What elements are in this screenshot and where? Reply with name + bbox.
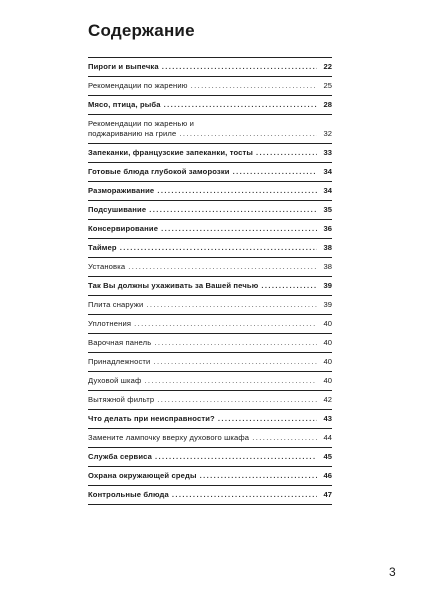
toc-entry-label: Так Вы должны ухаживать за Вашей печью [88, 281, 259, 290]
toc-entry-page: 46 [323, 471, 332, 480]
toc-entry-page: 39 [323, 300, 332, 309]
toc-entry[interactable] [88, 276, 332, 295]
toc-entry-page: 32 [323, 129, 332, 138]
toc-entry-label: Варочная панель [88, 338, 152, 347]
toc-entry-page: 34 [323, 186, 332, 195]
dot-leader [154, 338, 317, 348]
toc-entry-page: 33 [323, 148, 332, 157]
toc-entry-label: Подсушивание [88, 205, 147, 214]
toc-entry[interactable] [88, 314, 332, 333]
toc-entry[interactable] [88, 143, 332, 162]
toc-entry[interactable] [88, 428, 332, 447]
toc-entry-page: 25 [323, 81, 332, 90]
dot-leader [161, 224, 317, 234]
dot-leader [252, 433, 317, 443]
toc-entry-page: 28 [323, 100, 332, 109]
toc-entry-page: 36 [323, 224, 332, 233]
toc-entry[interactable] [88, 295, 332, 314]
toc-entry-page: 40 [323, 338, 332, 347]
toc-entry-label: Консервирование [88, 224, 159, 233]
dot-leader [120, 243, 317, 253]
toc-entry[interactable] [88, 114, 332, 143]
dot-leader [191, 81, 317, 91]
toc-entry[interactable] [88, 219, 332, 238]
toc-entry[interactable] [88, 76, 332, 95]
toc-entry[interactable] [88, 333, 332, 352]
toc-entry[interactable] [88, 181, 332, 200]
toc-entry-page: 40 [323, 319, 332, 328]
toc-entry-page: 42 [323, 395, 332, 404]
toc-entry-label: Охрана окружающей среды [88, 471, 197, 480]
toc-entry-page: 39 [323, 281, 332, 290]
toc-entry-label: Контрольные блюда [88, 490, 169, 499]
table-of-contents [88, 57, 332, 505]
toc-entry-page: 34 [323, 167, 332, 176]
toc-entry-label: поджариванию на гриле [88, 129, 177, 138]
dot-leader [153, 357, 317, 367]
dot-leader [261, 281, 317, 291]
toc-entry-label: Готовые блюда глубокой заморозки [88, 167, 230, 176]
toc-entry[interactable] [88, 95, 332, 114]
toc-entry-page: 43 [323, 414, 332, 423]
toc-entry[interactable] [88, 57, 332, 76]
dot-leader [172, 490, 317, 500]
toc-entry[interactable] [88, 257, 332, 276]
dot-leader [128, 262, 317, 272]
toc-entry-label: Замените лампочку вверху духового шкафа [88, 433, 250, 442]
dot-leader [256, 148, 317, 158]
page-number: 3 [389, 565, 396, 579]
toc-entry[interactable] [88, 352, 332, 371]
toc-entry[interactable] [88, 466, 332, 485]
toc-entry-page: 44 [323, 433, 332, 442]
toc-entry-label: Что делать при неисправности? [88, 414, 215, 423]
dot-leader [218, 414, 317, 424]
toc-entry[interactable] [88, 409, 332, 428]
dot-leader [157, 395, 317, 405]
toc-entry-page: 45 [323, 452, 332, 461]
dot-leader [134, 319, 317, 329]
toc-entry-label: Мясо, птица, рыба [88, 100, 161, 109]
dot-leader [233, 167, 317, 177]
toc-entry[interactable] [88, 200, 332, 219]
toc-entry-label: Служба сервиса [88, 452, 152, 461]
dot-leader [155, 452, 317, 462]
toc-entry[interactable] [88, 485, 332, 505]
dot-leader [144, 376, 317, 386]
toc-entry-page: 38 [323, 262, 332, 271]
dot-leader [157, 186, 317, 196]
toc-entry-label: Плита снаружи [88, 300, 144, 309]
toc-entry-label: Вытяжной фильтр [88, 395, 155, 404]
toc-entry[interactable] [88, 447, 332, 466]
toc-entry-page: 22 [323, 62, 332, 71]
dot-leader [146, 300, 317, 310]
toc-entry-label: Таймер [88, 243, 117, 252]
toc-entry[interactable] [88, 238, 332, 257]
toc-entry[interactable] [88, 371, 332, 390]
toc-entry-label: Уплотнения [88, 319, 132, 328]
toc-entry-page: 40 [323, 357, 332, 366]
toc-entry-page: 35 [323, 205, 332, 214]
toc-entry-label: Пироги и выпечка [88, 62, 159, 71]
toc-entry-label: Принадлежности [88, 357, 151, 366]
toc-entry-label: Установка [88, 262, 126, 271]
dot-leader [200, 471, 317, 481]
dot-leader [149, 205, 317, 215]
dot-leader [164, 100, 317, 110]
dot-leader [179, 129, 317, 139]
toc-entry-label: Рекомендации по жарению [88, 81, 188, 90]
toc-entry-label: Размораживание [88, 186, 155, 195]
toc-entry-page: 38 [323, 243, 332, 252]
toc-entry-page: 40 [323, 376, 332, 385]
toc-entry-label: Запеканки, французские запеканки, тосты [88, 148, 254, 157]
dot-leader [162, 62, 317, 72]
toc-entry-page: 47 [323, 490, 332, 499]
page-title: Содержание [88, 21, 195, 40]
toc-entry-label: Духовой шкаф [88, 376, 142, 385]
toc-entry-label-line1: Рекомендации по жаренью и [88, 119, 194, 128]
toc-entry[interactable] [88, 390, 332, 409]
toc-entry[interactable] [88, 162, 332, 181]
